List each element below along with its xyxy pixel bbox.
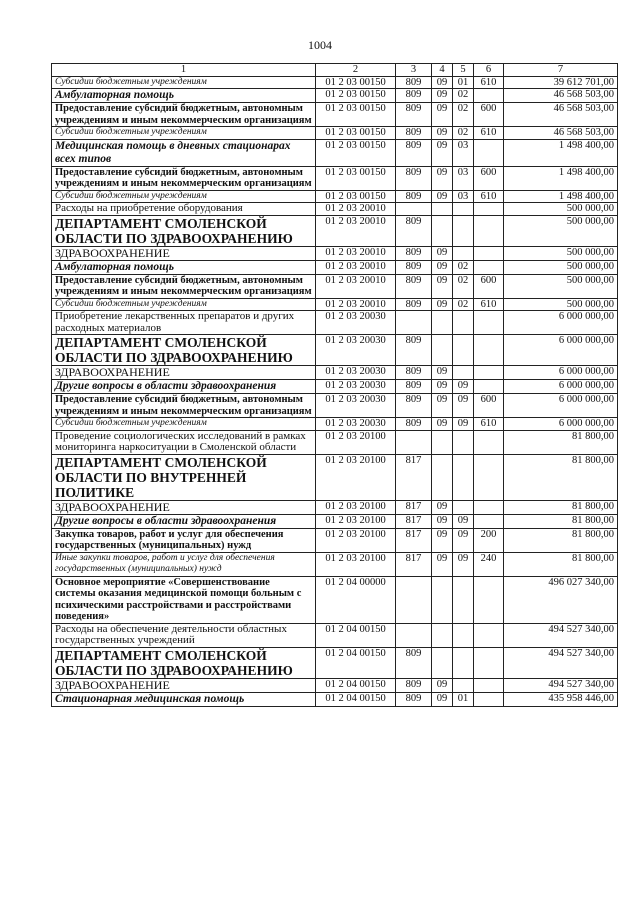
row-section-code: 09 xyxy=(432,394,453,418)
row-subsection-code: 09 xyxy=(453,528,474,552)
row-section-code: 09 xyxy=(432,166,453,190)
row-section-code: 09 xyxy=(432,127,453,140)
row-department-code: 809 xyxy=(396,89,432,103)
row-department-code: 817 xyxy=(396,500,432,514)
row-name: Субсидии бюджетным учреждениям xyxy=(52,76,316,89)
header-col-1: 1 xyxy=(52,64,316,77)
row-name: Субсидии бюджетным учреждениям xyxy=(52,418,316,431)
row-name: Иные закупки товаров, работ и услуг для обеспечения государственных (муниципальных) нужд xyxy=(52,552,316,576)
row-amount: 6 000 000,00 xyxy=(504,418,618,431)
row-target-code: 01 2 03 00150 xyxy=(316,166,396,190)
row-section-code xyxy=(432,430,453,454)
row-expense-type-code: 610 xyxy=(474,76,504,89)
row-amount: 46 568 503,00 xyxy=(504,127,618,140)
row-target-code: 01 2 04 00150 xyxy=(316,647,396,678)
row-subsection-code: 03 xyxy=(453,166,474,190)
row-section-code: 09 xyxy=(432,514,453,528)
row-target-code: 01 2 03 20030 xyxy=(316,394,396,418)
row-target-code: 01 2 03 20030 xyxy=(316,366,396,380)
table-row xyxy=(52,692,618,706)
header-col-3: 3 xyxy=(396,64,432,77)
row-amount: 496 027 340,00 xyxy=(504,576,618,623)
header-col-2: 2 xyxy=(316,64,396,77)
row-amount: 81 800,00 xyxy=(504,514,618,528)
row-subsection-code xyxy=(453,335,474,366)
row-department-code: 817 xyxy=(396,528,432,552)
row-section-code: 09 xyxy=(432,692,453,706)
row-target-code: 01 2 03 00150 xyxy=(316,76,396,89)
row-name: ДЕПАРТАМЕНТ СМОЛЕНСКОЙ ОБЛАСТИ ПО ЗДРАВООХРАНЕНИЮ xyxy=(52,647,316,678)
row-section-code xyxy=(432,623,453,647)
row-name: Другие вопросы в области здравоохранения xyxy=(52,380,316,394)
row-amount: 6 000 000,00 xyxy=(504,335,618,366)
table-row xyxy=(52,139,618,166)
table-row xyxy=(52,528,618,552)
row-name: Медицинская помощь в дневных стационарах всех типов xyxy=(52,139,316,166)
budget-table xyxy=(51,63,618,707)
table-row xyxy=(52,298,618,311)
row-expense-type-code xyxy=(474,647,504,678)
row-section-code xyxy=(432,203,453,216)
table-row xyxy=(52,380,618,394)
row-department-code: 809 xyxy=(396,418,432,431)
row-section-code xyxy=(432,335,453,366)
table-row xyxy=(52,190,618,203)
row-expense-type-code xyxy=(474,366,504,380)
row-expense-type-code xyxy=(474,139,504,166)
row-expense-type-code xyxy=(474,335,504,366)
row-section-code xyxy=(432,215,453,246)
row-section-code: 09 xyxy=(432,366,453,380)
row-section-code: 09 xyxy=(432,298,453,311)
table-row xyxy=(52,166,618,190)
table-row xyxy=(52,647,618,678)
table-row xyxy=(52,500,618,514)
row-section-code xyxy=(432,647,453,678)
row-department-code: 809 xyxy=(396,139,432,166)
table-row xyxy=(52,552,618,576)
table-row xyxy=(52,366,618,380)
row-name: Предоставление субсидий бюджетным, автономным учреждениям и иным некоммерческим организациям xyxy=(52,103,316,127)
row-department-code: 809 xyxy=(396,166,432,190)
row-name: Расходы на приобретение оборудования xyxy=(52,203,316,216)
row-department-code: 809 xyxy=(396,678,432,692)
row-expense-type-code: 200 xyxy=(474,528,504,552)
row-section-code: 09 xyxy=(432,500,453,514)
row-amount: 46 568 503,00 xyxy=(504,89,618,103)
table-row xyxy=(52,418,618,431)
row-subsection-code: 01 xyxy=(453,76,474,89)
row-subsection-code xyxy=(453,454,474,500)
row-subsection-code: 02 xyxy=(453,103,474,127)
row-name: Стационарная медицинская помощь xyxy=(52,692,316,706)
row-department-code: 809 xyxy=(396,190,432,203)
row-subsection-code xyxy=(453,647,474,678)
row-department-code: 809 xyxy=(396,274,432,298)
row-department-code: 809 xyxy=(396,246,432,260)
row-section-code xyxy=(432,311,453,335)
row-name: Проведение социологических исследований в рамках мониторинга наркоситуации в Смоленской области xyxy=(52,430,316,454)
row-amount: 39 612 701,00 xyxy=(504,76,618,89)
row-target-code: 01 2 03 00150 xyxy=(316,190,396,203)
table-row xyxy=(52,215,618,246)
table-row xyxy=(52,76,618,89)
row-department-code: 817 xyxy=(396,514,432,528)
row-target-code: 01 2 03 00150 xyxy=(316,139,396,166)
row-name: Амбулаторная помощь xyxy=(52,260,316,274)
row-expense-type-code xyxy=(474,260,504,274)
row-subsection-code xyxy=(453,678,474,692)
row-expense-type-code: 600 xyxy=(474,274,504,298)
row-target-code: 01 2 03 20100 xyxy=(316,528,396,552)
row-amount: 494 527 340,00 xyxy=(504,647,618,678)
header-col-5: 5 xyxy=(453,64,474,77)
row-expense-type-code xyxy=(474,678,504,692)
row-subsection-code xyxy=(453,500,474,514)
row-name: Субсидии бюджетным учреждениям xyxy=(52,127,316,140)
row-section-code: 09 xyxy=(432,380,453,394)
table-row xyxy=(52,260,618,274)
row-target-code: 01 2 03 20030 xyxy=(316,335,396,366)
row-target-code: 01 2 03 20100 xyxy=(316,430,396,454)
row-section-code: 09 xyxy=(432,89,453,103)
row-name: ЗДРАВООХРАНЕНИЕ xyxy=(52,678,316,692)
row-target-code: 01 2 04 00150 xyxy=(316,692,396,706)
row-amount: 81 800,00 xyxy=(504,454,618,500)
row-target-code: 01 2 03 00150 xyxy=(316,103,396,127)
row-target-code: 01 2 04 00150 xyxy=(316,623,396,647)
row-name: ЗДРАВООХРАНЕНИЕ xyxy=(52,500,316,514)
row-target-code: 01 2 04 00000 xyxy=(316,576,396,623)
row-amount: 81 800,00 xyxy=(504,528,618,552)
row-department-code: 817 xyxy=(396,454,432,500)
row-department-code xyxy=(396,430,432,454)
row-subsection-code xyxy=(453,246,474,260)
row-name: Приобретение лекарственных препаратов и других расходных материалов xyxy=(52,311,316,335)
row-expense-type-code: 600 xyxy=(474,166,504,190)
row-department-code: 809 xyxy=(396,394,432,418)
row-section-code: 09 xyxy=(432,246,453,260)
row-name: Субсидии бюджетным учреждениям xyxy=(52,298,316,311)
row-name: Другие вопросы в области здравоохранения xyxy=(52,514,316,528)
row-subsection-code: 03 xyxy=(453,139,474,166)
row-subsection-code: 01 xyxy=(453,692,474,706)
table-row xyxy=(52,311,618,335)
row-subsection-code: 02 xyxy=(453,127,474,140)
row-name: ДЕПАРТАМЕНТ СМОЛЕНСКОЙ ОБЛАСТИ ПО ЗДРАВООХРАНЕНИЮ xyxy=(52,335,316,366)
row-target-code: 01 2 03 20030 xyxy=(316,380,396,394)
row-target-code: 01 2 03 20010 xyxy=(316,203,396,216)
row-expense-type-code xyxy=(474,692,504,706)
row-name: Субсидии бюджетным учреждениям xyxy=(52,190,316,203)
row-subsection-code xyxy=(453,203,474,216)
table-row xyxy=(52,576,618,623)
table-row xyxy=(52,623,618,647)
row-amount: 46 568 503,00 xyxy=(504,103,618,127)
row-name: Основное мероприятие «Совершенствование системы оказания медицинской помощи больным с психическими расстройствами и расстройствами поведения» xyxy=(52,576,316,623)
row-expense-type-code xyxy=(474,623,504,647)
row-department-code: 809 xyxy=(396,215,432,246)
row-name: ДЕПАРТАМЕНТ СМОЛЕНСКОЙ ОБЛАСТИ ПО ВНУТРЕННЕЙ ПОЛИТИКЕ xyxy=(52,454,316,500)
row-amount: 500 000,00 xyxy=(504,215,618,246)
row-expense-type-code: 610 xyxy=(474,418,504,431)
table-row xyxy=(52,127,618,140)
row-subsection-code xyxy=(453,576,474,623)
row-section-code: 09 xyxy=(432,528,453,552)
row-subsection-code xyxy=(453,215,474,246)
row-amount: 81 800,00 xyxy=(504,500,618,514)
row-amount: 494 527 340,00 xyxy=(504,623,618,647)
row-section-code: 09 xyxy=(432,552,453,576)
row-subsection-code xyxy=(453,366,474,380)
row-section-code: 09 xyxy=(432,76,453,89)
row-department-code: 809 xyxy=(396,366,432,380)
row-expense-type-code xyxy=(474,576,504,623)
row-target-code: 01 2 03 20010 xyxy=(316,215,396,246)
row-subsection-code xyxy=(453,623,474,647)
row-amount: 6 000 000,00 xyxy=(504,380,618,394)
row-expense-type-code xyxy=(474,514,504,528)
row-section-code: 09 xyxy=(432,139,453,166)
table-row xyxy=(52,394,618,418)
table-row xyxy=(52,246,618,260)
table-row xyxy=(52,430,618,454)
row-department-code xyxy=(396,623,432,647)
row-target-code: 01 2 03 20030 xyxy=(316,418,396,431)
row-department-code xyxy=(396,203,432,216)
row-subsection-code: 09 xyxy=(453,380,474,394)
row-target-code: 01 2 03 20010 xyxy=(316,274,396,298)
row-target-code: 01 2 03 00150 xyxy=(316,127,396,140)
row-expense-type-code xyxy=(474,215,504,246)
row-amount: 500 000,00 xyxy=(504,274,618,298)
row-name: ЗДРАВООХРАНЕНИЕ xyxy=(52,366,316,380)
row-subsection-code: 02 xyxy=(453,260,474,274)
page-number: 1004 xyxy=(308,38,332,52)
row-expense-type-code xyxy=(474,311,504,335)
row-amount: 500 000,00 xyxy=(504,298,618,311)
header-col-4: 4 xyxy=(432,64,453,77)
row-target-code: 01 2 03 20100 xyxy=(316,454,396,500)
row-amount: 435 958 446,00 xyxy=(504,692,618,706)
row-name: Закупка товаров, работ и услуг для обеспечения государственных (муниципальных) нужд xyxy=(52,528,316,552)
row-name: Предоставление субсидий бюджетным, автономным учреждениям и иным некоммерческим организациям xyxy=(52,394,316,418)
row-name: Расходы на обеспечение деятельности областных государственных учреждений xyxy=(52,623,316,647)
row-amount: 500 000,00 xyxy=(504,246,618,260)
row-target-code: 01 2 03 20010 xyxy=(316,298,396,311)
row-expense-type-code xyxy=(474,203,504,216)
row-amount: 494 527 340,00 xyxy=(504,678,618,692)
header-col-6: 6 xyxy=(474,64,504,77)
row-section-code xyxy=(432,576,453,623)
row-amount: 6 000 000,00 xyxy=(504,311,618,335)
row-target-code: 01 2 03 20100 xyxy=(316,500,396,514)
row-name: Предоставление субсидий бюджетным, автономным учреждениям и иным некоммерческим организациям xyxy=(52,166,316,190)
row-section-code: 09 xyxy=(432,418,453,431)
row-subsection-code: 03 xyxy=(453,190,474,203)
table-row xyxy=(52,203,618,216)
row-department-code: 809 xyxy=(396,647,432,678)
row-amount: 81 800,00 xyxy=(504,552,618,576)
table-row xyxy=(52,454,618,500)
row-subsection-code: 02 xyxy=(453,89,474,103)
row-amount: 500 000,00 xyxy=(504,203,618,216)
row-name: Предоставление субсидий бюджетным, автономным учреждениям и иным некоммерческим организациям xyxy=(52,274,316,298)
row-department-code xyxy=(396,311,432,335)
row-target-code: 01 2 03 00150 xyxy=(316,89,396,103)
row-target-code: 01 2 03 20100 xyxy=(316,514,396,528)
row-department-code: 809 xyxy=(396,298,432,311)
row-department-code: 809 xyxy=(396,380,432,394)
row-expense-type-code xyxy=(474,430,504,454)
row-section-code: 09 xyxy=(432,260,453,274)
row-expense-type-code: 610 xyxy=(474,127,504,140)
row-department-code: 809 xyxy=(396,127,432,140)
row-department-code: 809 xyxy=(396,335,432,366)
header-col-7: 7 xyxy=(504,64,618,77)
row-subsection-code: 09 xyxy=(453,514,474,528)
row-department-code: 809 xyxy=(396,103,432,127)
row-expense-type-code xyxy=(474,454,504,500)
row-expense-type-code: 610 xyxy=(474,298,504,311)
row-amount: 1 498 400,00 xyxy=(504,166,618,190)
row-subsection-code: 09 xyxy=(453,552,474,576)
row-department-code: 809 xyxy=(396,260,432,274)
table-row xyxy=(52,678,618,692)
row-department-code: 817 xyxy=(396,552,432,576)
row-amount: 500 000,00 xyxy=(504,260,618,274)
row-amount: 6 000 000,00 xyxy=(504,366,618,380)
row-section-code: 09 xyxy=(432,274,453,298)
row-amount: 1 498 400,00 xyxy=(504,139,618,166)
row-target-code: 01 2 03 20010 xyxy=(316,246,396,260)
row-name: Амбулаторная помощь xyxy=(52,89,316,103)
row-amount: 1 498 400,00 xyxy=(504,190,618,203)
row-expense-type-code xyxy=(474,380,504,394)
row-amount: 81 800,00 xyxy=(504,430,618,454)
row-name: ДЕПАРТАМЕНТ СМОЛЕНСКОЙ ОБЛАСТИ ПО ЗДРАВООХРАНЕНИЮ xyxy=(52,215,316,246)
table-row xyxy=(52,103,618,127)
row-expense-type-code: 600 xyxy=(474,103,504,127)
row-department-code: 809 xyxy=(396,692,432,706)
row-subsection-code: 02 xyxy=(453,298,474,311)
row-amount: 6 000 000,00 xyxy=(504,394,618,418)
row-expense-type-code xyxy=(474,89,504,103)
row-expense-type-code: 610 xyxy=(474,190,504,203)
row-subsection-code: 09 xyxy=(453,418,474,431)
row-target-code: 01 2 03 20010 xyxy=(316,260,396,274)
row-section-code xyxy=(432,454,453,500)
row-expense-type-code xyxy=(474,246,504,260)
row-name: ЗДРАВООХРАНЕНИЕ xyxy=(52,246,316,260)
table-row xyxy=(52,274,618,298)
row-department-code: 809 xyxy=(396,76,432,89)
table-row xyxy=(52,514,618,528)
row-section-code: 09 xyxy=(432,103,453,127)
row-section-code: 09 xyxy=(432,678,453,692)
row-expense-type-code xyxy=(474,500,504,514)
row-subsection-code: 09 xyxy=(453,394,474,418)
table-row xyxy=(52,89,618,103)
row-target-code: 01 2 03 20030 xyxy=(316,311,396,335)
table-row xyxy=(52,335,618,366)
row-subsection-code xyxy=(453,430,474,454)
row-subsection-code xyxy=(453,311,474,335)
row-expense-type-code: 240 xyxy=(474,552,504,576)
row-target-code: 01 2 03 20100 xyxy=(316,552,396,576)
row-target-code: 01 2 04 00150 xyxy=(316,678,396,692)
header-row xyxy=(52,64,618,77)
row-department-code xyxy=(396,576,432,623)
row-expense-type-code: 600 xyxy=(474,394,504,418)
row-subsection-code: 02 xyxy=(453,274,474,298)
row-section-code: 09 xyxy=(432,190,453,203)
